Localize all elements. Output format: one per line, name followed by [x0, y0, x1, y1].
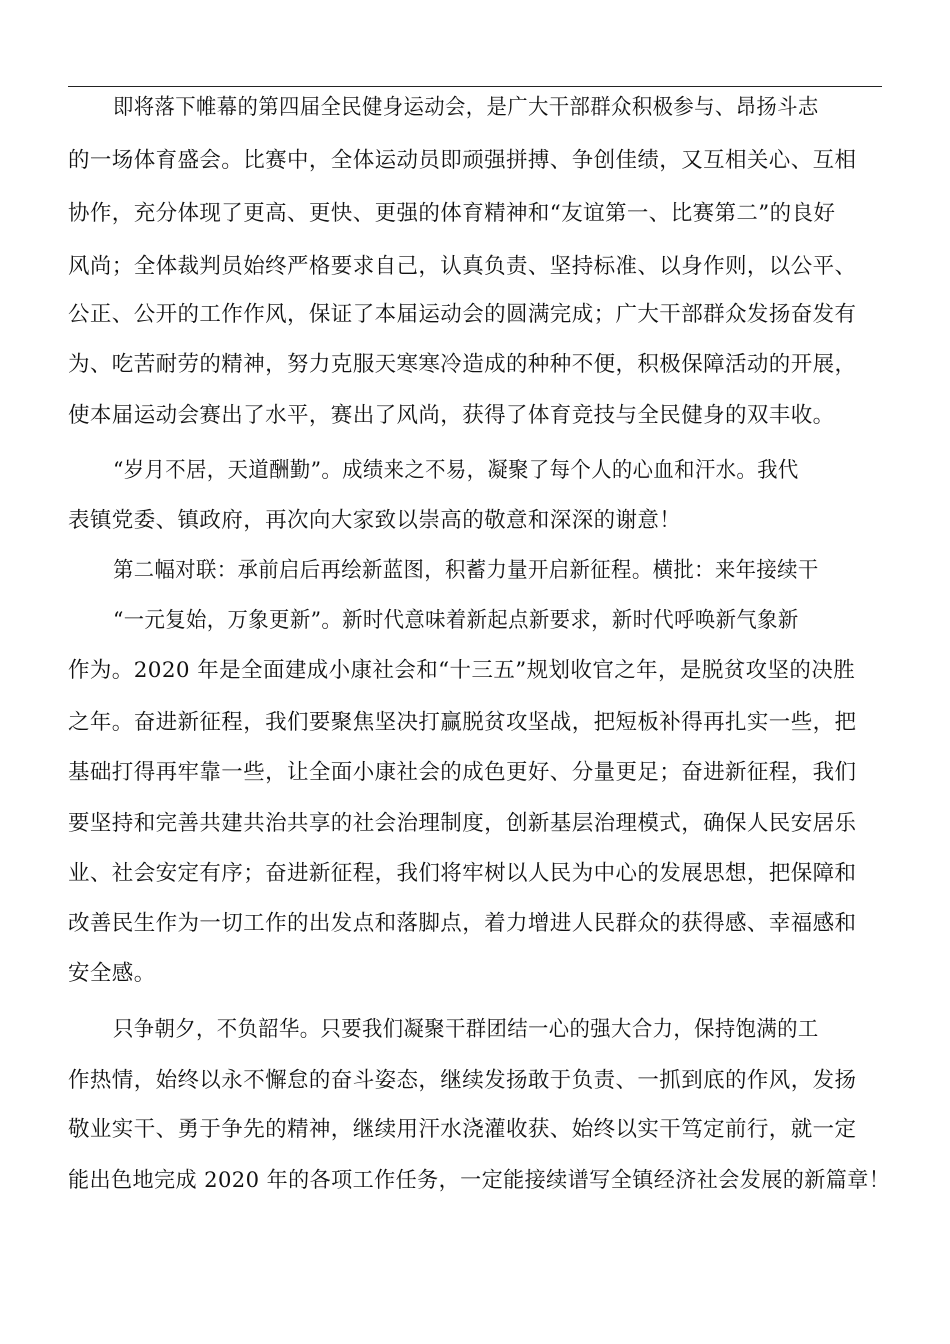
paragraph-5-line-3: 敬业实干、勇于争先的精神，继续用汗水浇灌收获、始终以实干笃定前行，就一定 [68, 1117, 857, 1142]
paragraph-4-line-7: 改善民生作为一切工作的出发点和落脚点，着力增进人民群众的获得感、幸福感和 [68, 911, 857, 936]
paragraph-5-line-4: 能出色地完成 2020 年的各项工作任务，一定能接续谱写全镇经济社会发展的新篇章！ [68, 1168, 891, 1193]
paragraph-2-line-2: 表镇党委、镇政府，再次向大家致以崇高的敬意和深深的谢意！ [68, 508, 682, 533]
paragraph-4-line-8: 安全感。 [68, 961, 156, 986]
paragraph-5-line-2: 作热情，始终以永不懈怠的奋斗姿态，继续发扬敢于负责、一抓到底的作风，发扬 [68, 1068, 857, 1093]
paragraph-1-line-2: 的一场体育盛会。比赛中，全体运动员即顽强拼搏、争创佳绩，又互相关心、互相 [68, 148, 857, 173]
paragraph-5-line-1: 只争朝夕，不负韶华。只要我们凝聚干群团结一心的强大合力，保持饱满的工 [113, 1017, 819, 1042]
paragraph-1-line-5: 公正、公开的工作作风，保证了本届运动会的圆满完成；广大干部群众发扬奋发有 [68, 302, 857, 327]
paragraph-4-line-3: 之年。奋进新征程，我们要聚焦坚决打赢脱贫攻坚战，把短板补得再扎实一些，把 [68, 710, 857, 735]
header-rule [68, 86, 882, 87]
paragraph-1-line-6: 为、吃苦耐劳的精神，努力克服天寒寒冷造成的种种不便，积极保障活动的开展， [68, 352, 857, 377]
paragraph-1-line-3: 协作，充分体现了更高、更快、更强的体育精神和“友谊第一、比赛第二”的良好 [68, 201, 836, 226]
paragraph-4-line-1: “一元复始，万象更新”。新时代意味着新起点新要求，新时代呼唤新气象新 [113, 608, 799, 633]
paragraph-4-line-4: 基础打得再牢靠一些，让全面小康社会的成色更好、分量更足；奋进新征程，我们 [68, 760, 857, 785]
paragraph-4-line-6: 业、社会安定有序；奋进新征程，我们将牢树以人民为中心的发展思想，把保障和 [68, 861, 857, 886]
paragraph-1-line-1: 即将落下帷幕的第四届全民健身运动会，是广大干部群众积极参与、昂扬斗志 [113, 95, 819, 120]
paragraph-3-line-1: 第二幅对联：承前启后再绘新蓝图，积蓄力量开启新征程。横批：来年接续干 [113, 558, 819, 583]
paragraph-4-line-2: 作为。2020 年是全面建成小康社会和“十三五”规划收官之年，是脱贫攻坚的决胜 [68, 658, 856, 683]
paragraph-1-line-4: 风尚；全体裁判员始终严格要求自己，认真负责、坚持标准、以身作则，以公平、 [68, 254, 857, 279]
paragraph-2-line-1: “岁月不居，天道酬勤”。成绩来之不易，凝聚了每个人的心血和汗水。我代 [113, 458, 799, 483]
paragraph-4-line-5: 要坚持和完善共建共治共享的社会治理制度，创新基层治理模式，确保人民安居乐 [68, 811, 857, 836]
paragraph-1-line-7: 使本届运动会赛出了水平，赛出了风尚，获得了体育竞技与全民健身的双丰收。 [68, 403, 835, 428]
